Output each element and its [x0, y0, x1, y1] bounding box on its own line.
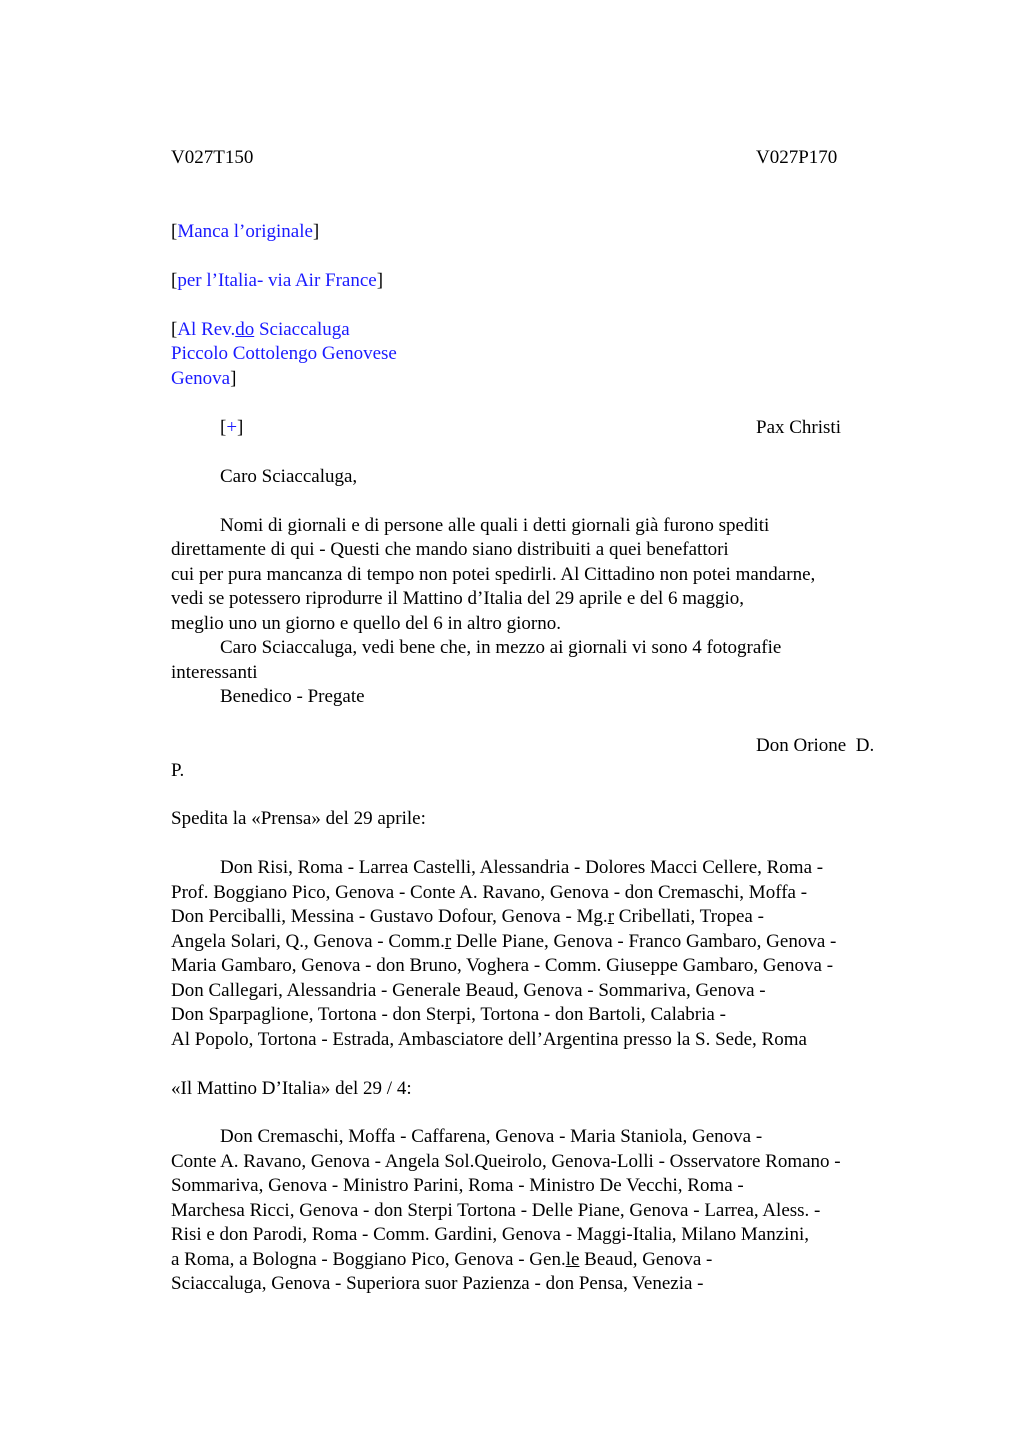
mattino-line: Risi e don Parodi, Roma - Comm. Gardini, Genova - Maggi-Italia, Milano Manzini, — [171, 1224, 809, 1245]
motto: Pax Christi — [756, 417, 841, 438]
mattino-line: Sommariva, Genova - Ministro Parini, Roma - Ministro De Vecchi, Roma - — [171, 1175, 744, 1196]
prensa-heading: Spedita la «Prensa» del 29 aprile: — [171, 808, 426, 829]
prensa-line — [171, 905, 764, 930]
document-code-right: V027P170 — [756, 147, 838, 168]
mattino-line-6-post: Beaud, Genova - — [579, 1249, 713, 1270]
prensa-line: Don Callegari, Alessandria - Generale Beaud, Genova - Sommariva, Genova - — [171, 980, 766, 1001]
mattino-line-6-abbrev: le — [565, 1249, 580, 1270]
body-line: Nomi di giornali e di persone alle quali i detti giornali già furono spediti — [220, 515, 770, 536]
body-line: Benedico - Pregate — [220, 686, 365, 707]
body-line: vedi se potessero riprodurre il Mattino d’Italia del 29 aprile e del 6 maggio, — [171, 588, 744, 609]
address-line-1-pre: Al Rev. — [177, 319, 236, 340]
note-via: [per l’Italia- via Air France] — [171, 270, 384, 291]
note-missing-original-text: Manca l’originale — [177, 221, 313, 242]
prensa-line-4-post: Delle Piane, Genova - Franco Gambaro, Genova - — [451, 931, 837, 952]
body-line: meglio uno un giorno e quello del 6 in altro giorno. — [171, 613, 561, 634]
cross-symbol: [+] — [220, 417, 244, 438]
prensa-line-3-post: Cribellati, Tropea - — [614, 906, 764, 927]
address-line-1-post: Sciaccaluga — [254, 319, 350, 340]
cross-symbol-text: + — [226, 417, 238, 438]
prensa-line-4-abbrev: r — [444, 931, 452, 952]
body-line: Caro Sciaccaluga, vedi bene che, in mezzo ai giornali vi sono 4 fotografie — [220, 637, 782, 658]
address-line-1-abbrev: do — [235, 319, 255, 340]
prensa-line: Don Sparpaglione, Tortona - don Sterpi, Tortona - don Bartoli, Calabria - — [171, 1004, 726, 1025]
signature: Don Orione D. — [756, 735, 875, 756]
prensa-line-4-pre: Angela Solari, Q., Genova - Comm. — [171, 931, 445, 952]
body-line: interessanti — [171, 662, 258, 683]
greeting: Caro Sciaccaluga, — [220, 466, 358, 487]
body-line: cui per pura mancanza di tempo non potei spedirli. Al Cittadino non potei mandarne, — [171, 564, 816, 585]
mattino-line-6-pre: a Roma, a Bologna - Boggiano Pico, Genova - Gen. — [171, 1249, 566, 1270]
prensa-line: Al Popolo, Tortona - Estrada, Ambasciatore dell’Argentina presso la S. Sede, Roma — [171, 1029, 807, 1050]
prensa-line: Maria Gambaro, Genova - don Bruno, Voghera - Comm. Giuseppe Gambaro, Genova - — [171, 955, 834, 976]
address-line-1: [Al Rev.do Sciaccaluga — [171, 319, 350, 340]
body-line: direttamente di qui - Questi che mando siano distribuiti a quei benefattori — [171, 539, 729, 560]
note-missing-original: [Manca l’originale] — [171, 221, 320, 242]
mattino-line: Don Cremaschi, Moffa - Caffarena, Genova - Maria Staniola, Genova - — [220, 1126, 763, 1147]
address-line-3: Genova] — [171, 368, 237, 389]
prensa-line-3-abbrev: r — [607, 906, 615, 927]
prensa-line: Prof. Boggiano Pico, Genova - Conte A. Ravano, Genova - don Cremaschi, Moffa - — [171, 882, 808, 903]
signature-continuation: P. — [171, 760, 185, 781]
mattino-line — [171, 1248, 712, 1273]
document-code-left: V027T150 — [171, 147, 254, 168]
note-via-text: per l’Italia- via Air France — [177, 270, 377, 291]
address-line-3-text: Genova — [171, 368, 231, 389]
prensa-line-3-pre: Don Perciballi, Messina - Gustavo Dofour, Genova - Mg. — [171, 906, 608, 927]
mattino-line: Marchesa Ricci, Genova - don Sterpi Tortona - Delle Piane, Genova - Larrea, Aless. - — [171, 1200, 821, 1221]
mattino-line: Sciaccaluga, Genova - Superiora suor Pazienza - don Pensa, Venezia - — [171, 1273, 704, 1294]
address-line-2: Piccolo Cottolengo Genovese — [171, 343, 397, 364]
mattino-heading: «Il Mattino D’Italia» del 29 / 4: — [171, 1078, 412, 1099]
mattino-line: Conte A. Ravano, Genova - Angela Sol.Queirolo, Genova-Lolli - Osservatore Romano - — [171, 1151, 841, 1172]
prensa-line: Don Risi, Roma - Larrea Castelli, Alessandria - Dolores Macci Cellere, Roma - — [220, 857, 824, 878]
prensa-line — [171, 930, 836, 955]
